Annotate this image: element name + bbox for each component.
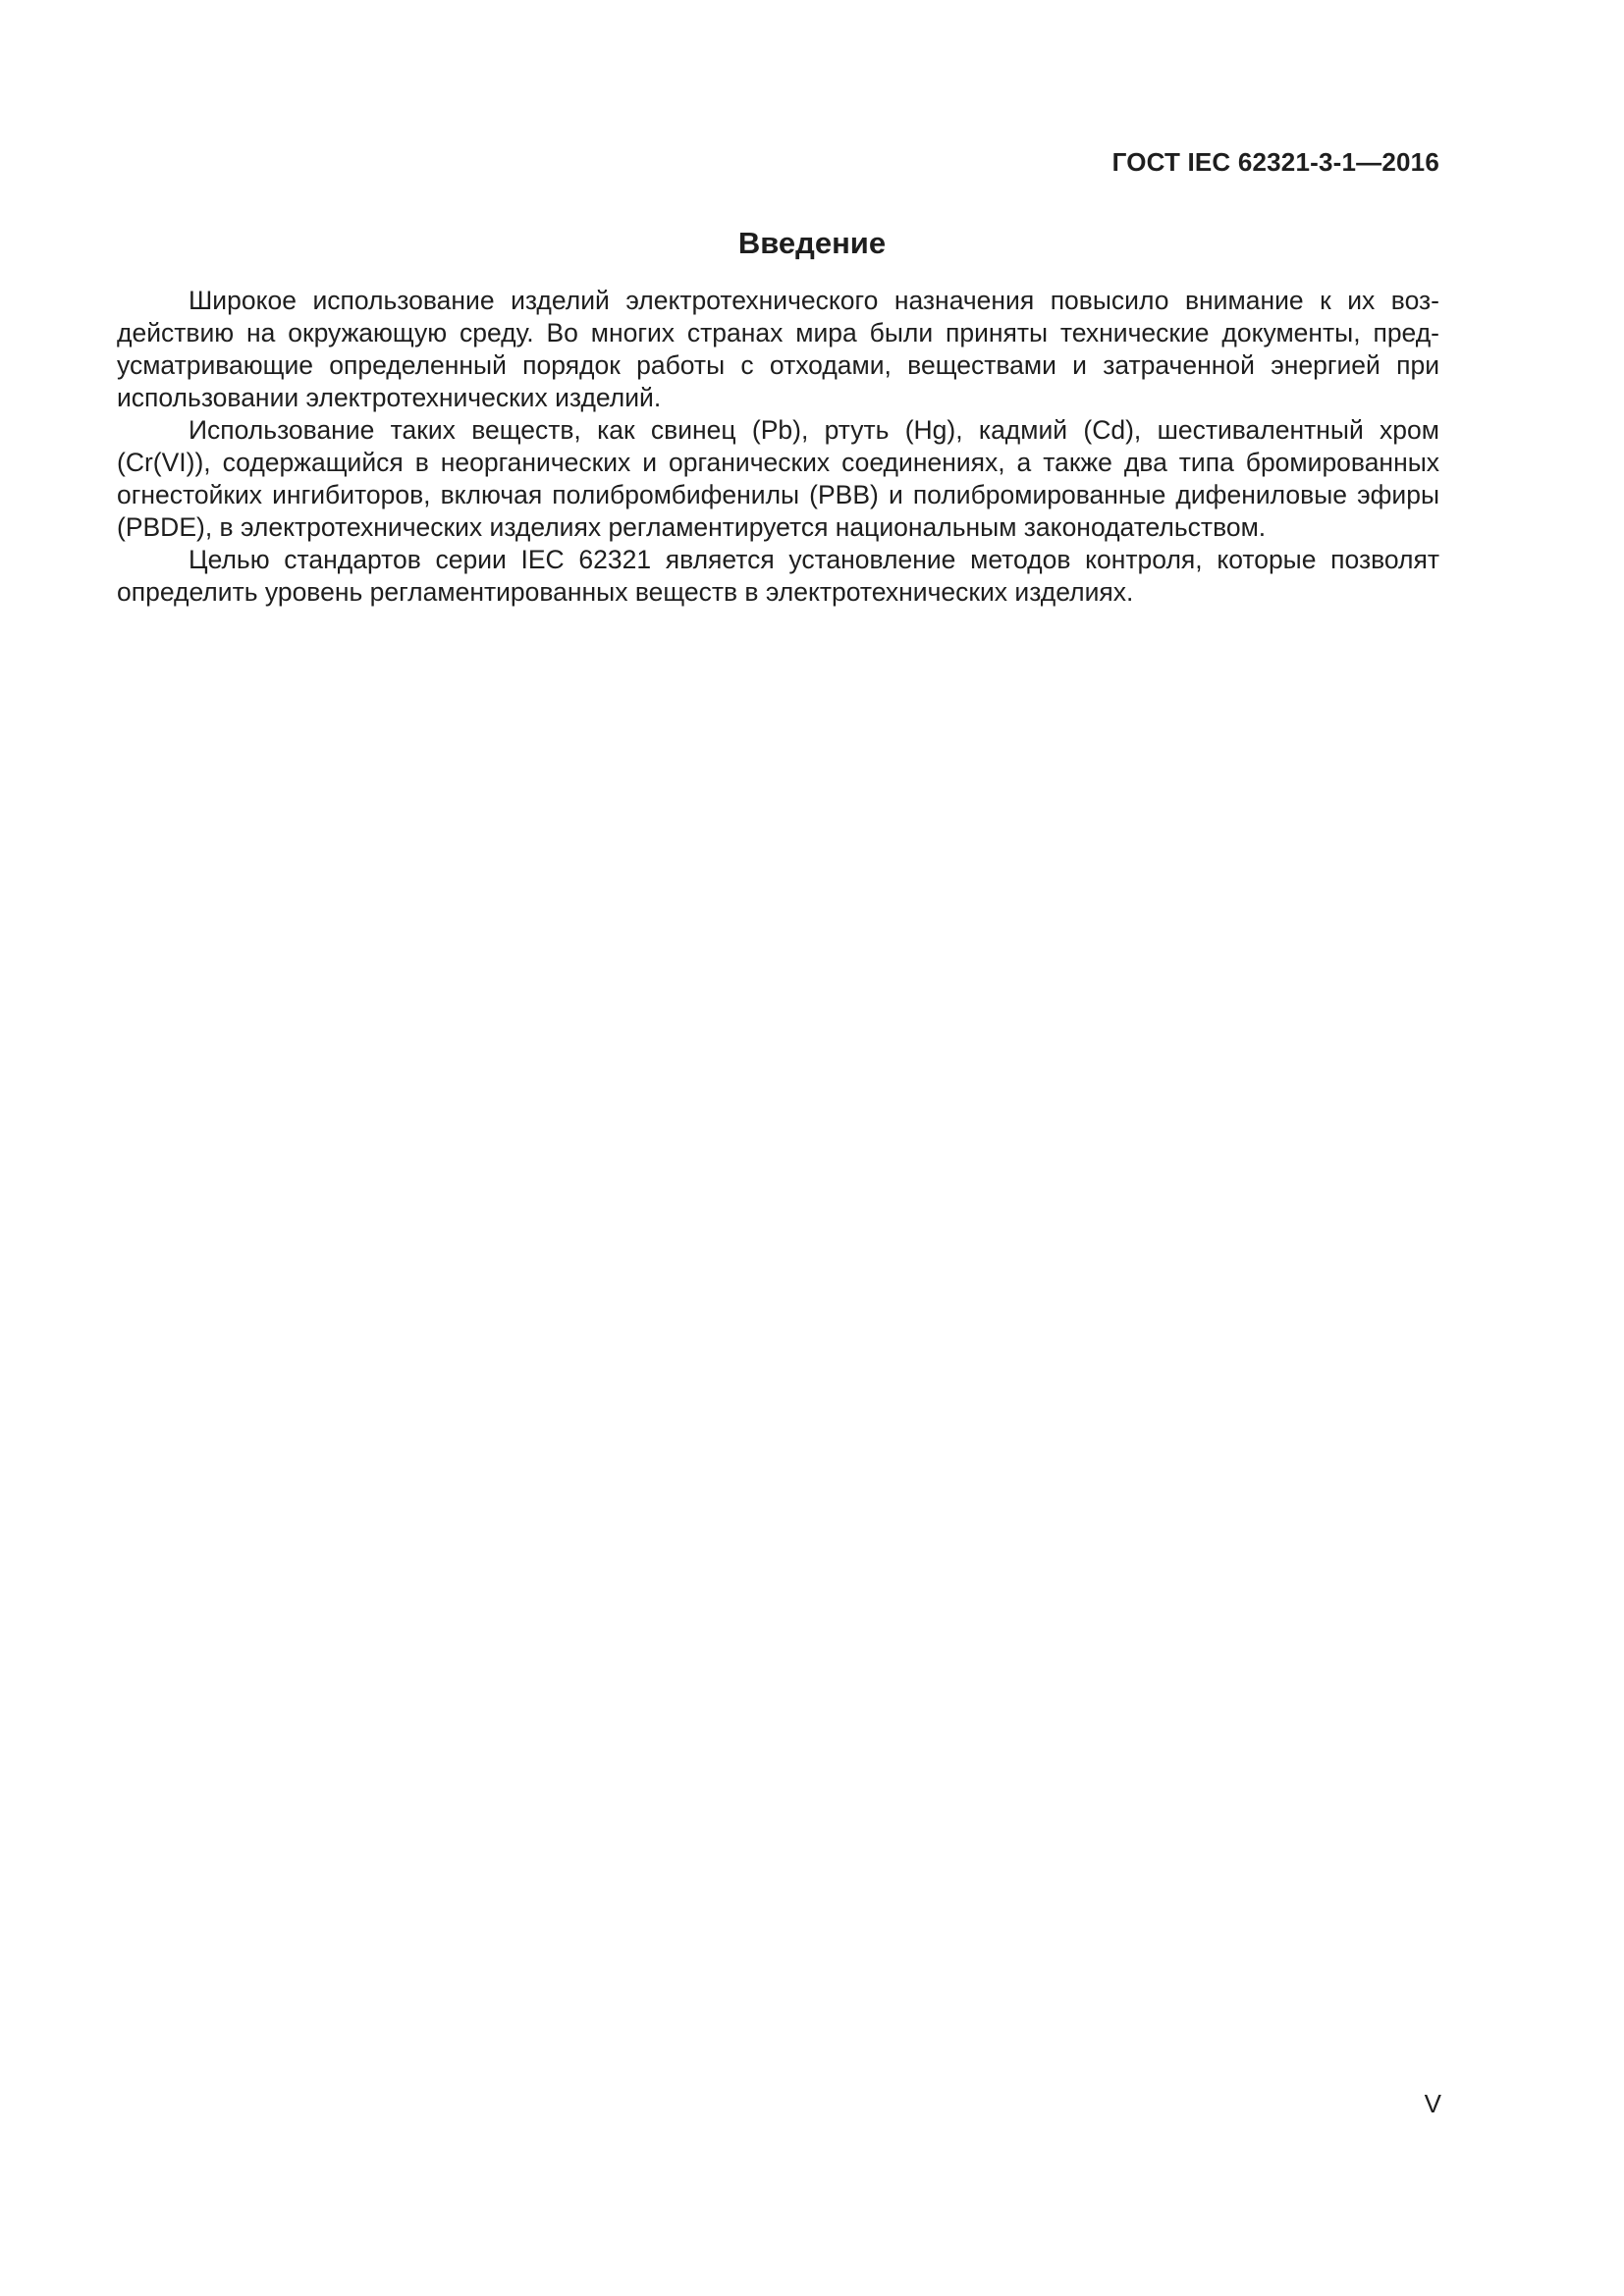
paragraph: Широкое использование изделий электротехнического назначения повысило внимание к их воздействию на окружающую среду. Во многих странах мира были приняты технические документы, предусматривающие определенный порядок работы с отходами, веществами и затраченной энергией при использовании электротехнических изделий.: [117, 286, 1439, 412]
body-text: [117, 285, 1439, 609]
page-number: V: [1424, 2089, 1441, 2118]
section-title: Введение: [737, 226, 887, 260]
document-code: ГОСТ IEC 62321-3-1—2016: [1111, 147, 1439, 177]
paragraph: Использование таких веществ, как свинец (Pb), ртуть (Hg), кадмий (Cd), шестивалентный хром (Cr(VI)), содержащийся в неорганических и органических соединениях, а также два типа бромированных огнестойких ингибиторов, включая полибромбифенилы (PBB) и полибромированные дифениловые эфиры (PBDE), в электротехнических изделиях регламентируется национальным законодательством.: [117, 415, 1439, 542]
paragraph: Целью стандартов серии IEC 62321 является установление методов контроля, которые позволят определить уровень регламентированных веществ в электротехнических изделиях.: [117, 545, 1439, 607]
